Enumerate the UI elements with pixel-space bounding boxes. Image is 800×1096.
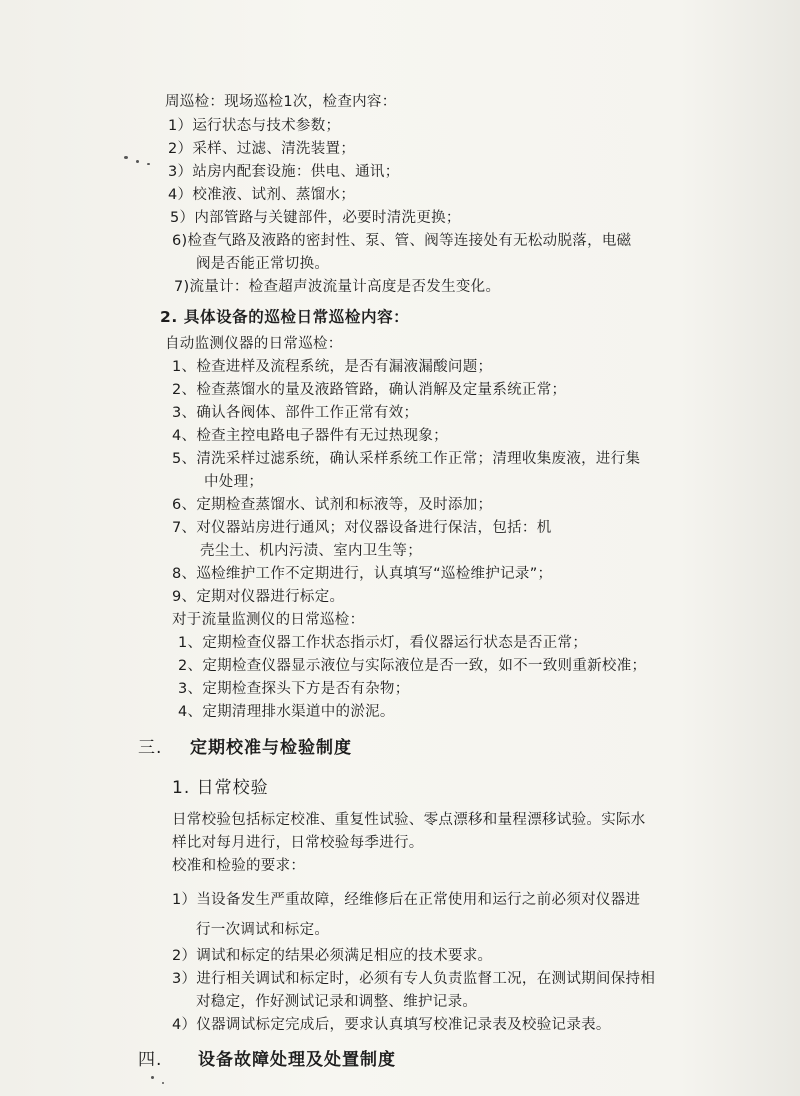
- flow-item-3: 3、定期检查探头下方是否有杂物；: [178, 681, 410, 697]
- scan-speck: [151, 1076, 154, 1079]
- section4-heading: 设备故障处理及处置制度: [198, 1050, 396, 1070]
- auto-item-3: 3、确认各阀体、部件工作正常有效；: [172, 405, 419, 421]
- auto-item-5-cont: 中处理；: [204, 474, 264, 490]
- weekly-item-7: 7)流量计：检查超声波流量计高度是否发生变化。: [174, 279, 501, 295]
- scan-speck: [136, 160, 139, 163]
- section3-para-1: 日常校验包括标定校准、重复性试验、零点漂移和量程漂移试验。实际水: [172, 812, 646, 828]
- section3-item-3-cont: 对稳定，作好测试记录和调整、维护记录。: [196, 994, 478, 1010]
- auto-item-7-cont: 壳尘土、机内污渍、室内卫生等；: [200, 543, 422, 559]
- section3-item-1: 1）当设备发生严重故障，经维修后在正常使用和运行之前必须对仪器进: [172, 892, 641, 908]
- section3-heading: 定期校准与检验制度: [190, 738, 352, 758]
- weekly-item-5: 5）内部管路与关键部件，必要时清洗更换；: [170, 210, 461, 226]
- weekly-item-2: 2）采样、过滤、清洗装置；: [168, 141, 356, 157]
- auto-item-8: 8、巡检维护工作不定期进行，认真填写“巡检维护记录”；: [172, 566, 553, 582]
- section3-para-2: 样比对每月进行，日常校验每季进行。: [172, 835, 424, 851]
- flow-item-4: 4、定期清理排水渠道中的淤泥。: [178, 704, 395, 720]
- auto-item-7: 7、对仪器站房进行通风；对仪器设备进行保洁，包括：机: [172, 520, 552, 536]
- section3-para-3: 校准和检验的要求：: [172, 858, 306, 874]
- auto-item-1: 1、检查进样及流程系统，是否有漏液漏酸问题；: [172, 359, 493, 375]
- auto-item-9: 9、定期对仪器进行标定。: [172, 589, 345, 605]
- flow-intro: 对于流量监测仪的日常巡检：: [172, 612, 365, 628]
- scan-speck: [162, 1082, 164, 1084]
- weekly-item-6-cont: 阀是否能正常切换。: [196, 256, 330, 272]
- weekly-item-3: 3）站房内配套设施：供电、通讯；: [168, 164, 400, 180]
- scan-speck: [124, 156, 128, 159]
- auto-item-4: 4、检查主控电路电子器件有无过热现象；: [172, 428, 448, 444]
- section3-number: 三.: [138, 738, 163, 758]
- section3-item-4: 4）仪器调试标定完成后，要求认真填写校准记录表及校验记录表。: [172, 1017, 611, 1033]
- flow-item-1: 1、定期检查仪器工作状态指示灯，看仪器运行状态是否正常；: [178, 635, 588, 651]
- weekly-item-6: 6)检查气路及液路的密封性、泵、管、阀等连接处有无松动脱落，电磁: [172, 233, 632, 249]
- scan-speck: [147, 163, 150, 165]
- auto-item-5: 5、清洗采样过滤系统，确认采样系统工作正常；清理收集废液，进行集: [172, 451, 641, 467]
- section3-item-1-cont: 行一次调试和标定。: [196, 922, 330, 938]
- section3-subheading: 1. 日常校验: [172, 778, 269, 798]
- section3-item-3: 3）进行相关调试和标定时，必须有专人负责监督工况，在测试期间保持相: [172, 971, 656, 987]
- section3-item-2: 2）调试和标定的结果必须满足相应的技术要求。: [172, 948, 493, 964]
- section4-number: 四.: [138, 1050, 163, 1070]
- auto-item-2: 2、检查蒸馏水的量及液路管路，确认消解及定量系统正常；: [172, 382, 567, 398]
- weekly-title: 周巡检：现场巡检1次，检查内容：: [165, 94, 397, 110]
- flow-item-2: 2、定期检查仪器显示液位与实际液位是否一致，如不一致则重新校准；: [178, 658, 647, 674]
- weekly-item-4: 4）校准液、试剂、蒸馏水；: [168, 187, 356, 203]
- auto-intro: 自动监测仪器的日常巡检：: [165, 336, 343, 352]
- section2-heading: 2. 具体设备的巡检日常巡检内容：: [160, 308, 410, 326]
- auto-item-6: 6、定期检查蒸馏水、试剂和标液等，及时添加；: [172, 497, 493, 513]
- weekly-item-1: 1）运行状态与技术参数；: [168, 118, 341, 134]
